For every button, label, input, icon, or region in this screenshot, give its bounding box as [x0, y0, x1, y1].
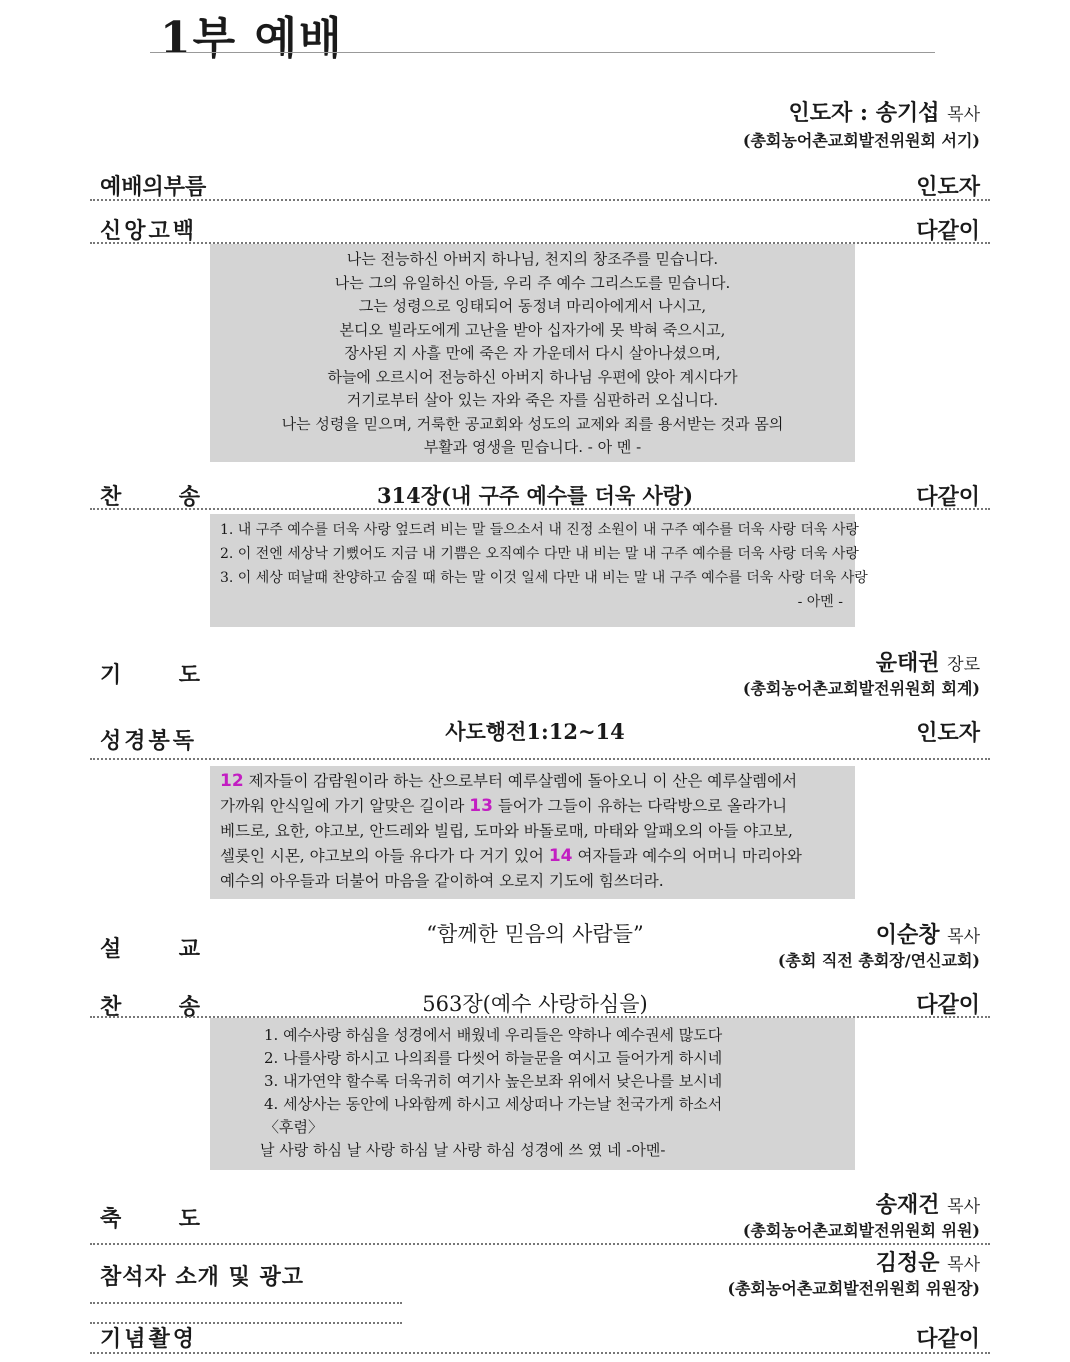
reading-leader: 인도자 [916, 720, 980, 746]
verse-number: 12 [220, 771, 244, 791]
photo-label: 기념촬영 [100, 1326, 198, 1352]
label-char: 도 [178, 1206, 200, 1232]
verse-text: 제자들이 감람원이라 하는 산으로부터 예루살렘에 돌아오니 이 산은 예루살렘에서 [243, 772, 798, 790]
reading-text [210, 766, 855, 894]
hymn1-title: 314장(내 구주 예수를 더욱 사랑) [376, 483, 694, 508]
verse-text: 베드로, 요한, 야고보, 안드레와 빌립, 도마와 바돌로매, 마태와 알패오의 아들 야고보, [220, 822, 793, 840]
label-char: 설 [100, 936, 122, 962]
label-char: 찬 [100, 484, 122, 510]
label-char: 찬 [100, 994, 122, 1020]
verse-text: 예수의 아우들과 더불어 마음을 같이하여 오로지 기도에 힘쓰더라. [220, 872, 664, 890]
page-title: 1부 예배 [160, 13, 344, 64]
creed-line: 그는 성령으로 잉태되어 동정녀 마리아에게서 나시고, [358, 297, 707, 315]
hymn2-title: 563장(예수 사랑하심을) [422, 992, 648, 1016]
divider [90, 1352, 990, 1354]
hymn2-refrain: 날 사랑 하심 날 사랑 하심 날 사랑 하심 성경에 쓰 였 네 -아멘- [260, 1141, 666, 1159]
sermon-title: “함께한 믿음의 사람들” [426, 922, 644, 946]
sermon-affiliation: (총회 직전 총회장/연신교회) [777, 951, 980, 970]
leader-affiliation: (총회농어촌교회발전위원회 서기) [742, 131, 980, 150]
blessing-affiliation: (총회농어촌교회발전위원회 위원) [742, 1221, 980, 1240]
reading-title: 사도행전1:12~14 [445, 719, 625, 744]
hymn1-leader: 다같이 [916, 484, 980, 510]
hymn1-verse: 2. 이 전엔 세상낙 기뻤어도 지금 내 기쁨은 오직예수 다만 내 비는 말 내 구주 예수를 더욱 사랑 더욱 사랑 [220, 546, 859, 562]
leader-name: 인도자 : 송기섭 [788, 100, 940, 126]
hymn1-lyrics-box [210, 514, 868, 627]
divider [90, 1243, 990, 1245]
hymn1-amen: - 아멘 - [797, 594, 843, 610]
divider [90, 199, 990, 201]
creed-line: 거기로부터 살아 있는 자와 죽은 자를 심판하러 오십니다. [346, 391, 719, 409]
divider [90, 508, 990, 510]
verse-text: 셀롯인 시몬, 야고보의 아들 유다가 다 거기 있어 [220, 847, 549, 865]
hymn2-lyrics-box [210, 1018, 855, 1170]
reading-label: 성경봉독 [100, 728, 198, 754]
verse-number: 14 [548, 846, 573, 866]
hymn1-verse: 3. 이 세상 떠날때 찬양하고 숨질 때 하는 말 이것 일세 다만 내 비는 말 내 구주 예수를 더욱 사랑 더욱 사랑 [220, 570, 868, 586]
leader-line [789, 96, 980, 127]
reading-text-box [210, 766, 855, 899]
title-divider [150, 52, 935, 53]
leader-role: 목사 [947, 105, 980, 125]
reading-line [210, 794, 855, 819]
creed-line: 나는 그의 유일하신 아들, 우리 주 예수 그리스도를 믿습니다. [334, 273, 731, 292]
label-char: 교 [178, 936, 200, 962]
reading-line [210, 869, 855, 894]
intro-line [876, 1246, 980, 1277]
prayer-affiliation: (총회농어촌교회발전위원회 회계) [742, 679, 980, 698]
creed-line: 하늘에 오르시어 전능하신 아버지 하나님 우편에 앉아 계시다가 [327, 367, 738, 386]
intro-name: 김정운 [875, 1250, 940, 1276]
creed-label: 신앙고백 [100, 218, 198, 244]
photo-leader: 다같이 [916, 1326, 980, 1352]
label-char: 송 [178, 484, 200, 510]
creed-text [210, 244, 855, 460]
blessing-name: 송재건 [875, 1192, 940, 1218]
blessing-role: 목사 [947, 1197, 980, 1217]
hymn1-verse: 1. 내 구주 예수를 더욱 사랑 엎드려 비는 말 들으소서 내 진정 소원이 내 구주 예수를 더욱 사랑 더욱 사랑 [220, 522, 859, 538]
intro-role: 목사 [947, 1255, 980, 1275]
call-to-worship-leader: 인도자 [916, 174, 980, 200]
prayer-name: 윤태권 [875, 650, 940, 676]
creed-leader: 다같이 [916, 218, 980, 244]
hymn2-verse: 4. 세상사는 동안에 나와함께 하시고 세상떠나 가는날 천국가게 하소서 [264, 1095, 723, 1113]
divider [90, 758, 990, 760]
divider [90, 1302, 402, 1304]
call-to-worship-label: 예배의부름 [100, 174, 207, 200]
creed-line: 부활과 영생을 믿습니다. - 아 멘 - [423, 438, 642, 456]
prayer-role: 장로 [947, 655, 980, 675]
hymn2-verse: 2. 나를사랑 하시고 나의죄를 다씻어 하늘문을 여시고 들어가게 하시네 [264, 1049, 723, 1067]
reading-line [210, 769, 855, 794]
label-char: 기 [100, 662, 122, 688]
intro-label: 참석자 소개 및 광고 [100, 1264, 304, 1290]
hymn2-verse: 3. 내가연약 할수록 더욱귀히 여기사 높은보좌 위에서 낮은나를 보시네 [264, 1072, 723, 1090]
sermon-line [876, 918, 980, 949]
verse-text: 들어가 그들이 유하는 다락방으로 올라가니 [492, 797, 788, 815]
sermon-speaker: 이순창 [875, 922, 940, 948]
creed-line: 나는 전능하신 아버지 하나님, 천지의 창조주를 믿습니다. [346, 250, 719, 268]
hymn2-leader: 다같이 [916, 992, 980, 1018]
verse-text: 가까워 안식일에 가기 알맞은 길이라 [220, 797, 470, 815]
reading-line [210, 819, 855, 844]
hymn2-refrain-label: 〈후렴〉 [264, 1118, 323, 1136]
prayer-label [100, 658, 200, 689]
prayer-line [876, 646, 980, 677]
label-char: 축 [100, 1206, 122, 1232]
intro-affiliation: (총회농어촌교회발전위원회 위원장) [727, 1279, 980, 1298]
sermon-role: 목사 [947, 927, 980, 947]
label-char: 도 [178, 662, 200, 688]
verse-number: 13 [469, 796, 493, 816]
label-char: 송 [178, 994, 200, 1020]
verse-text: 여자들과 예수의 어머니 마리아와 [572, 847, 802, 865]
reading-line [210, 844, 855, 869]
blessing-label [100, 1202, 200, 1233]
creed-line: 장사된 지 사흘 만에 죽은 자 가운데서 다시 살아나셨으며, [344, 344, 721, 362]
creed-line: 본디오 빌라도에게 고난을 받아 십자가에 못 박혀 죽으시고, [339, 320, 726, 339]
creed-line: 나는 성령을 믿으며, 거룩한 공교회와 성도의 교제와 죄를 용서받는 것과 몸의 [281, 414, 784, 433]
hymn2-verse: 1. 예수사랑 하심을 성경에서 배웠네 우리들은 약하나 예수권세 많도다 [264, 1026, 723, 1044]
creed-text-box [210, 244, 855, 462]
blessing-line [876, 1188, 980, 1219]
